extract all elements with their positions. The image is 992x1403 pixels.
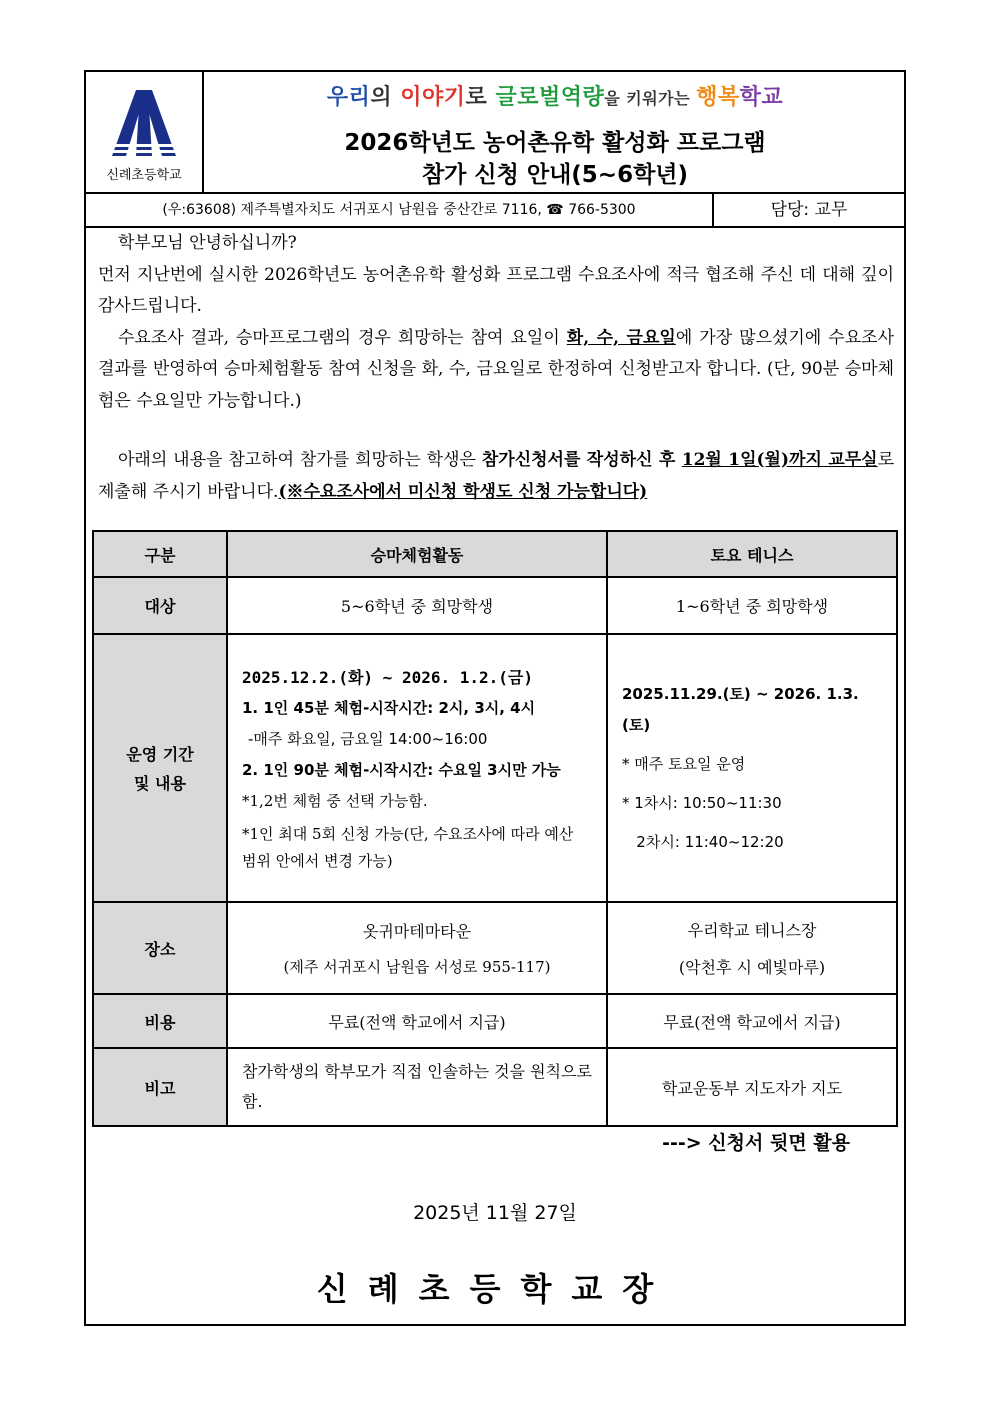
- row-label: 비고: [93, 1048, 227, 1126]
- period-line: 1. 1인 45분 체험-시작시간: 2시, 3시, 4시: [242, 698, 536, 717]
- table-cell: 참가학생의 학부모가 직접 인솔하는 것을 원칙으로 함.: [227, 1048, 607, 1126]
- school-emblem-icon: [106, 86, 182, 160]
- table-row: [93, 577, 897, 634]
- row-label: 비용: [93, 994, 227, 1048]
- notice-body: [98, 228, 894, 508]
- paragraph-submission: [98, 445, 894, 508]
- text-span: 에 가장 많으셨기에 수요조사 결과를 반영하여 승마체험활동 참여 신청을 화, 수, 금요일로 한정하여 신청받고자 합니다. (단, 90분 승마체험은 수요일만 가능합니다.): [98, 327, 894, 411]
- period-line: *1인 최대 5회 신청 가능(단, 수요조사에 따라 예산 범위 안에서 변경 가능): [242, 824, 574, 870]
- notice-frame: [84, 70, 906, 1326]
- row-label: 대상: [93, 577, 227, 634]
- greeting: 학부모님 안녕하십니까?: [118, 233, 297, 253]
- school-logo-name: 신례초등학교: [106, 168, 182, 183]
- row-label-line: 및 내용: [134, 774, 186, 793]
- table-cell: 무료(전액 학교에서 지급): [227, 994, 607, 1048]
- highlight-note: (※수요조사에서 미신청 학생도 신청 가능합니다): [278, 481, 648, 502]
- place-line: 우리학교 테니스장: [687, 921, 817, 940]
- column-header: 승마체험활동: [227, 531, 607, 577]
- slogan-part: 글로벌역량: [495, 85, 605, 110]
- table-cell: [607, 634, 897, 902]
- column-header: 구분: [93, 531, 227, 577]
- text-span: 로 제출해 주시기 바랍니다.: [98, 450, 894, 502]
- school-logo: [86, 72, 204, 192]
- period-line: 2차시: 11:40~12:20: [622, 832, 784, 851]
- school-slogan: [206, 80, 904, 111]
- form-reference: ---> 신청서 뒷면 활용: [662, 1132, 850, 1154]
- table-cell: [227, 902, 607, 994]
- row-label: 장소: [93, 902, 227, 994]
- table-cell: 5~6학년 중 희망학생: [227, 577, 607, 634]
- period-line: -매주 화요일, 금요일 14:00~16:00: [248, 729, 488, 748]
- table-row: [93, 994, 897, 1048]
- text-span-bold: 참가신청서를 작성하신 후: [481, 450, 682, 470]
- issue-date: 2025년 11월 27일: [413, 1202, 577, 1224]
- period-line: * 매주 토요일 운영: [622, 754, 746, 773]
- page-title: 2026학년도 농어촌유학 활성화 프로그램: [344, 130, 766, 156]
- table-header-row: [93, 531, 897, 577]
- place-line: 옷귀마테마타운: [362, 922, 472, 941]
- slogan-part: 학교: [739, 85, 784, 110]
- text-span: 수요조사 결과, 승마프로그램의 경우 희망하는 참여 요일이: [118, 327, 567, 348]
- table-cell: 1~6학년 중 희망학생: [607, 577, 897, 634]
- period-line: 2025.12.2.(화) ~ 2026. 1.2.(금): [242, 667, 533, 687]
- table-cell: [227, 634, 607, 902]
- slogan-part: 우리: [326, 85, 371, 110]
- highlight-deadline: 12월 1일(월)까지 교무실: [681, 450, 878, 470]
- place-line: (악천후 시 예빛마루): [678, 958, 826, 977]
- slogan-part: 의: [370, 85, 401, 110]
- table-row: [93, 634, 897, 902]
- table-row: [93, 902, 897, 994]
- place-line: (제주 서귀포시 남원읍 서성로 955-117): [283, 958, 551, 976]
- contact-person: 담당: 교무: [770, 200, 848, 220]
- letterhead: [86, 72, 904, 194]
- table-row: [93, 1048, 897, 1126]
- row-label-line: 운영 기간: [126, 745, 194, 764]
- table-cell: 학교운동부 지도자가 지도: [607, 1048, 897, 1126]
- paragraph-thanks: 먼저 지난번에 실시한 2026학년도 농어촌유학 활성화 프로그램 수요조사에 적극 협조해 주신 데 대해 깊이 감사드립니다.: [98, 264, 894, 316]
- period-line: 2025.11.29.(토) ~ 2026. 1.3.(토): [622, 684, 859, 734]
- program-table: [92, 530, 898, 1127]
- slogan-part: 이야기: [400, 85, 466, 110]
- address-row: [86, 194, 904, 228]
- period-line: 2. 1인 90분 체험-시작시간: 수요일 3시만 가능: [242, 760, 561, 779]
- principal-signature: 신례초등학교장: [316, 1270, 674, 1308]
- page-subtitle: 참가 신청 안내(5~6학년): [421, 162, 689, 188]
- highlight-days: 화, 수, 금요일: [566, 327, 676, 348]
- text-span: 아래의 내용을 참고하여 참가를 희망하는 학생은: [118, 450, 482, 470]
- period-line: * 1차시: 10:50~11:30: [622, 793, 782, 812]
- table-cell: 무료(전액 학교에서 지급): [607, 994, 897, 1048]
- column-header: 토요 테니스: [607, 531, 897, 577]
- table-cell: [607, 902, 897, 994]
- school-address: (우:63608) 제주특별자치도 서귀포시 남원읍 중산간로 7116, ☎ 766-5300: [86, 194, 714, 226]
- period-line: *1,2번 체험 중 선택 가능함.: [242, 791, 428, 810]
- paragraph-survey-result: [98, 323, 894, 418]
- row-label: [93, 634, 227, 902]
- slogan-part: 행복: [696, 85, 740, 110]
- slogan-part: 로: [465, 85, 496, 110]
- slogan-part: 을 키워가는: [604, 89, 697, 108]
